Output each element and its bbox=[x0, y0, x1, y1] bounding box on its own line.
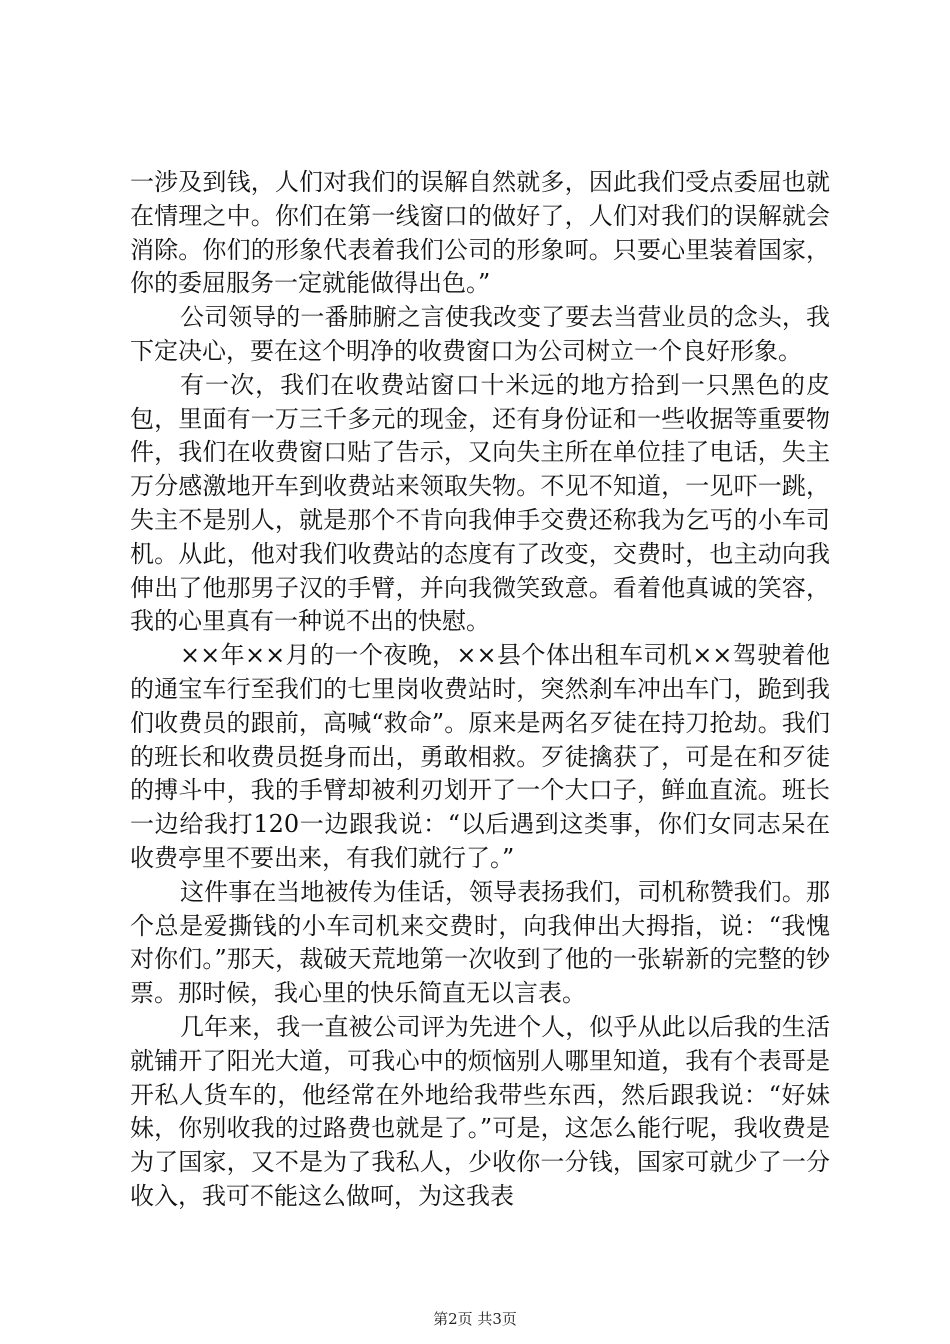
paragraph-6: 几年来，我一直被公司评为先进个人，似乎从此以后我的生活就铺开了阳光大道，可我心中的烦恼别人哪里知道，我有个表哥是开私人货车的，他经常在外地给我带些东西，然后跟我说：“好妹妹，你别收我的过路费也就是了。”可是，这怎么能行呢，我收费是为了国家，又不是为了我私人，少收你一分钱，国家可就少了一分收入，我可不能这么做呵，为这我表 bbox=[130, 1012, 830, 1210]
paragraph-4: ××年××月的一个夜晚，××县个体出租车司机××驾驶着他的通宝车行至我们的七里岗收费站时，突然刹车冲出车门，跪到我们收费员的跟前，高喊“救命”。原来是两名歹徒在持刀抢劫。我们的班长和收费员挺身而出，勇敢相救。歹徒擒获了，可是在和歹徒的搏斗中，我的手臂却被利刃划开了一个大口子，鲜血直流。班长一边给我打120一边跟我说：“以后遇到这类事，你们女同志呆在收费亭里不要出来，有我们就行了。” bbox=[130, 641, 830, 872]
page-footer: 第2页 共3页 bbox=[433, 1310, 517, 1328]
paragraph-2: 公司领导的一番肺腑之言使我改变了要去当营业员的念头，我下定决心，要在这个明净的收费窗口为公司树立一个良好形象。 bbox=[130, 303, 830, 365]
paragraph-5: 这件事在当地被传为佳话，领导表扬我们，司机称赞我们。那个总是爱撕钱的小车司机来交费时，向我伸出大拇指，说：“我愧对你们。”那天，裁破天荒地第一次收到了他的一张崭新的完整的钞票。那时候，我心里的快乐简直无以言表。 bbox=[130, 877, 830, 1008]
paragraph-1: 一涉及到钱，人们对我们的误解自然就多，因此我们受点委屈也就在情理之中。你们在第一线窗口的做好了，人们对我们的误解就会消除。你们的形象代表着我们公司的形象呵。只要心里装着国家，你的委屈服务一定就能做得出色。” bbox=[130, 168, 830, 298]
paragraph-3: 有一次，我们在收费站窗口十米远的地方拾到一只黑色的皮包，里面有一万三千多元的现金，还有身份证和一些收据等重要物件，我们在收费窗口贴了告示，又向失主所在单位挂了电话，失主万分感激地开车到收费站来领取失物。不见不知道，一见吓一跳，失主不是别人，就是那个不肯向我伸手交费还称我为乞丐的小车司机。从此，他对我们收费站的态度有了改变，交费时，也主动向我伸出了他那男子汉的手臂，并向我微笑致意。看着他真诚的笑容，我的心里真有一种说不出的快慰。 bbox=[130, 370, 830, 636]
document-body bbox=[130, 166, 830, 1214]
